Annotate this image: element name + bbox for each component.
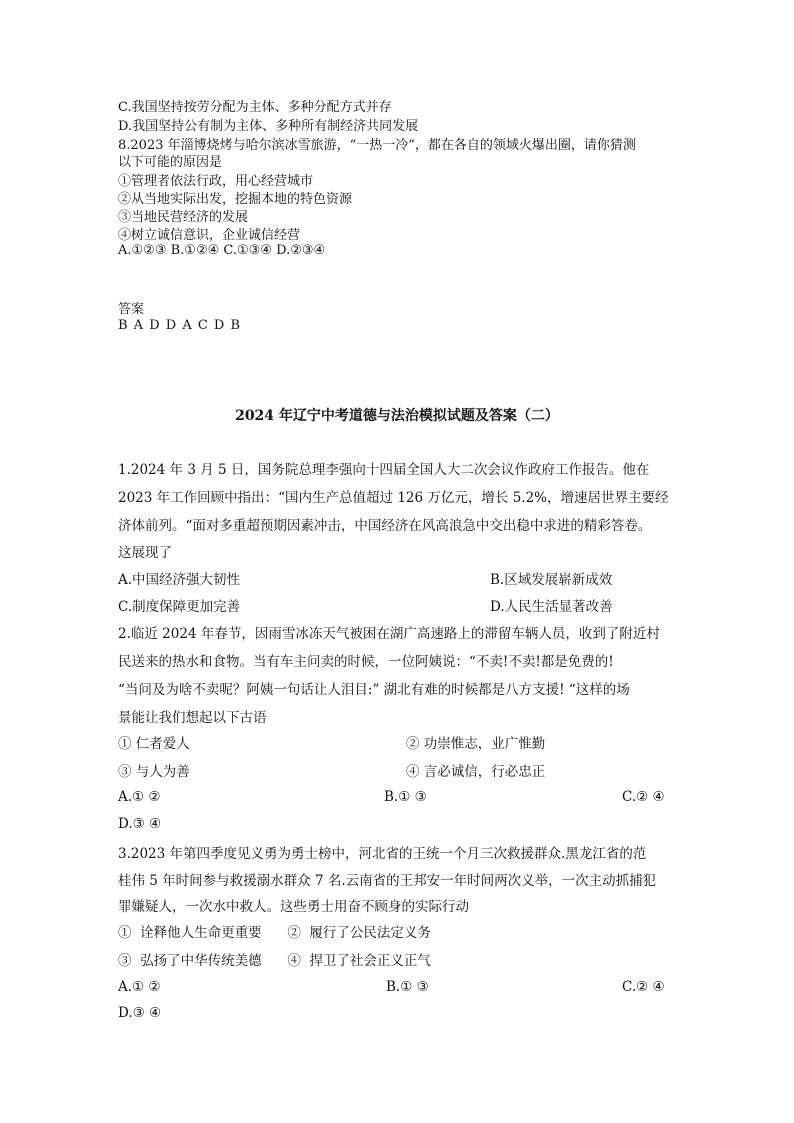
q1-option-a: A.中国经济强大韧性 [118, 572, 241, 588]
q2-item-3: ③ 与人为善 [118, 764, 190, 780]
q3-stem-line-1: 3.2023 年第四季度见义勇为勇士榜中，河北省的王统一个月三次救援群众.黑龙江省的范 [118, 846, 647, 862]
q2-option-c: C.② ④ [622, 789, 665, 805]
q8-stem-line-2: 以下可能的原因是 [118, 155, 223, 170]
q1-stem-line-4: 这展现了 [118, 545, 172, 561]
q8-options: A.①②③ B.①②④ C.①③④ D.②③④ [118, 243, 326, 258]
q8-item-4: ④树立诚信意识，企业诚信经营 [118, 228, 301, 243]
prev-option-d: D.我国坚持公有制为主体、多种所有制经济共同发展 [118, 119, 419, 134]
q2-item-2: ② 功崇惟志，业广惟勤 [406, 736, 546, 752]
q8-item-1: ①管理者依法行政，用心经营城市 [118, 174, 314, 189]
answer-values: B A D D A C D B [118, 318, 242, 333]
q2-option-b: B.① ③ [384, 789, 427, 805]
q1-stem-line-2: 2023 年工作回顾中指出：“国内生产总值超过 126 万亿元，增长 5.2%，增速居世界主要经 [118, 490, 669, 506]
prev-option-c: C.我国坚持按劳分配为主体、多种分配方式并存 [118, 100, 392, 115]
q2-stem-line-3: “当问及为啥不卖呢？阿姨一句话让人泪目:” 湖北有难的时候都是八方支援! “这样的场 [118, 682, 630, 698]
q3-option-b: B.① ③ [386, 979, 429, 995]
q1-option-b: B.区域发展崭新成效 [490, 572, 613, 588]
q1-option-c: C.制度保障更加完善 [118, 599, 241, 615]
q3-option-d: D.③ ④ [118, 1005, 162, 1021]
q2-stem-line-2: 民送来的热水和食物。当有车主问卖的时候，一位阿姨说：“不卖!不卖!都是免费的! [118, 654, 614, 670]
q3-items-1-2: ① 诠释他人生命更重要 ② 履行了公民法定义务 [118, 925, 431, 941]
q2-item-4: ④ 言必诚信，行必忠正 [406, 764, 546, 780]
q8-item-2: ②从当地实际出发，挖掘本地的特色资源 [118, 192, 353, 207]
q1-stem-line-1: 1.2024 年 3 月 5 日，国务院总理李强向十四届全国人大二次会议作政府工作报告。他在 [118, 462, 650, 478]
q2-stem-line-4: 景能让我们想起以下古语 [118, 710, 267, 726]
q2-stem-line-1: 2.临近 2024 年春节，因雨雪冰冻天气被困在湖广高速路上的滞留车辆人员，收到了附近村 [118, 626, 660, 642]
q3-stem-line-2: 桂伟 5 年时间参与救援溺水群众 7 名.云南省的王邦安一年时间两次义举，一次主动抓捕犯 [118, 873, 657, 889]
page-title: 2024 年辽宁中考道德与法治模拟试题及答案（二） [235, 408, 559, 424]
q2-option-a: A.① ② [118, 789, 161, 805]
q3-option-c: C.② ④ [622, 979, 665, 995]
answer-label: 答案 [118, 302, 145, 317]
q2-item-1: ① 仁者爱人 [118, 736, 190, 752]
q1-option-d: D.人民生活显著改善 [490, 599, 613, 615]
q3-stem-line-3: 罪嫌疑人，一次水中救人。这些勇士用奋不顾身的实际行动 [118, 899, 469, 915]
q3-items-3-4: ③ 弘扬了中华传统美德 ④ 捍卫了社会正义正气 [118, 953, 431, 969]
q1-stem-line-3: 济体前列。“面对多重超预期因素冲击，中国经济在风高浪急中交出稳中求进的精彩答卷。 [118, 518, 652, 534]
q2-option-d: D.③ ④ [118, 816, 162, 832]
q3-option-a: A.① ② [118, 979, 161, 995]
q8-stem-line-1: 8.2023 年淄博烧烤与哈尔滨冰雪旅游，“一热一冷”，都在各自的领域火爆出圈，请你猜测 [118, 138, 636, 153]
q8-item-3: ③当地民营经济的发展 [118, 210, 249, 225]
